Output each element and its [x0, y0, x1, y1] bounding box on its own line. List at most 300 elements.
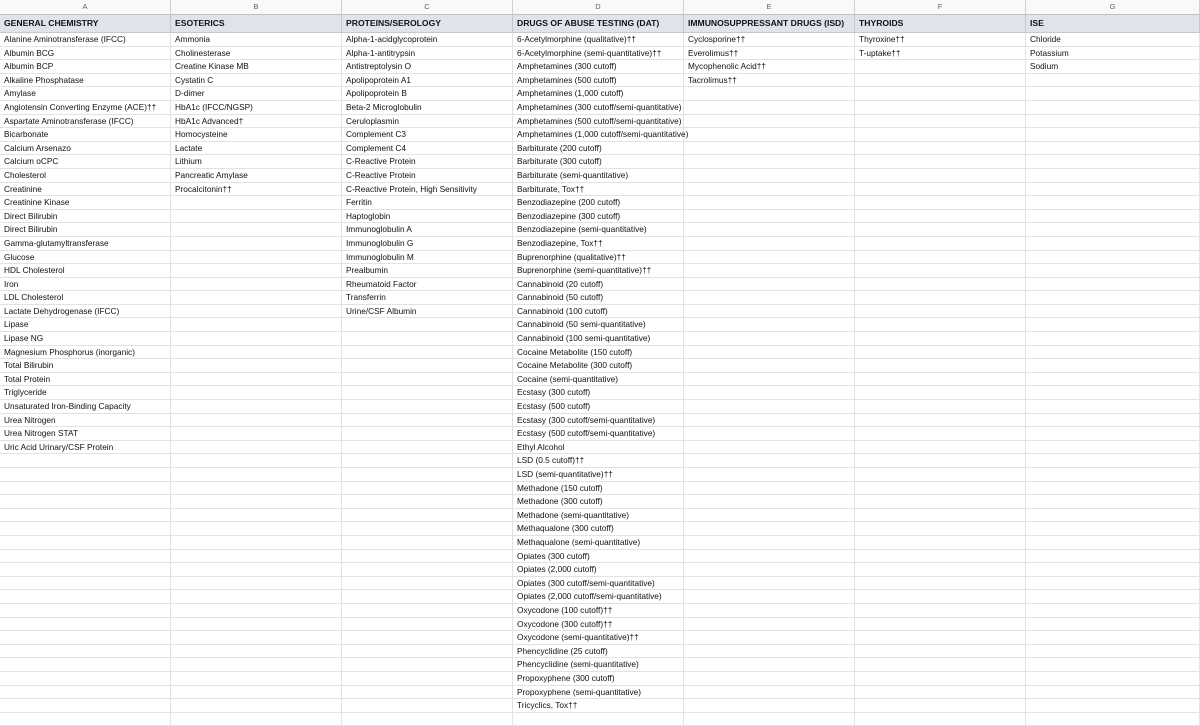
table-cell[interactable]: Phencyclidine (25 cutoff) — [513, 645, 684, 659]
table-cell[interactable]: Direct Bilirubin — [0, 210, 171, 224]
column-letter-4[interactable]: E — [684, 0, 855, 14]
table-cell[interactable] — [171, 264, 342, 278]
table-cell[interactable] — [171, 373, 342, 387]
table-cell[interactable]: Opiates (300 cutoff) — [513, 550, 684, 564]
table-cell[interactable] — [684, 672, 855, 686]
table-cell[interactable] — [1026, 427, 1200, 441]
table-cell[interactable] — [855, 536, 1026, 550]
table-cell[interactable] — [1026, 183, 1200, 197]
table-cell[interactable] — [1026, 210, 1200, 224]
table-cell[interactable]: Iron — [0, 278, 171, 292]
table-cell[interactable] — [684, 631, 855, 645]
table-cell[interactable] — [855, 87, 1026, 101]
table-cell[interactable] — [1026, 536, 1200, 550]
table-cell[interactable] — [1026, 509, 1200, 523]
table-cell[interactable] — [342, 427, 513, 441]
table-cell[interactable]: Opiates (2,000 cutoff) — [513, 563, 684, 577]
table-cell[interactable] — [0, 550, 171, 564]
table-cell[interactable] — [342, 332, 513, 346]
table-cell[interactable] — [855, 291, 1026, 305]
table-cell[interactable] — [684, 155, 855, 169]
table-cell[interactable] — [1026, 305, 1200, 319]
table-cell[interactable]: C-Reactive Protein, High Sensitivity — [342, 183, 513, 197]
table-cell[interactable]: Amphetamines (1,000 cutoff) — [513, 87, 684, 101]
table-cell[interactable] — [0, 645, 171, 659]
column-letter-5[interactable]: F — [855, 0, 1026, 14]
table-cell[interactable] — [855, 251, 1026, 265]
table-cell[interactable]: HbA1c (IFCC/NGSP) — [171, 101, 342, 115]
table-cell[interactable] — [171, 550, 342, 564]
table-cell[interactable]: Cocaine Metabolite (300 cutoff) — [513, 359, 684, 373]
table-cell[interactable] — [0, 672, 171, 686]
table-cell[interactable]: Creatinine — [0, 183, 171, 197]
table-cell[interactable] — [684, 509, 855, 523]
table-cell[interactable] — [342, 563, 513, 577]
table-cell[interactable]: Sodium — [1026, 60, 1200, 74]
table-cell[interactable]: Barbiturate (300 cutoff) — [513, 155, 684, 169]
table-cell[interactable]: Haptoglobin — [342, 210, 513, 224]
table-cell[interactable] — [855, 237, 1026, 251]
table-cell[interactable]: Antistreptolysin O — [342, 60, 513, 74]
table-cell[interactable] — [855, 509, 1026, 523]
table-cell[interactable] — [684, 237, 855, 251]
table-cell[interactable] — [684, 346, 855, 360]
table-cell[interactable] — [1026, 414, 1200, 428]
table-cell[interactable] — [171, 522, 342, 536]
table-cell[interactable] — [684, 468, 855, 482]
table-cell[interactable] — [1026, 142, 1200, 156]
table-cell[interactable] — [1026, 618, 1200, 632]
table-cell[interactable] — [342, 658, 513, 672]
table-cell[interactable] — [684, 604, 855, 618]
table-cell[interactable] — [1026, 577, 1200, 591]
table-cell[interactable] — [684, 332, 855, 346]
table-cell[interactable] — [855, 128, 1026, 142]
table-cell[interactable] — [684, 318, 855, 332]
table-cell[interactable] — [171, 509, 342, 523]
table-cell[interactable]: Oxycodone (100 cutoff)†† — [513, 604, 684, 618]
table-cell[interactable] — [855, 264, 1026, 278]
table-cell[interactable] — [0, 590, 171, 604]
table-cell[interactable]: Benzodiazepine (300 cutoff) — [513, 210, 684, 224]
table-cell[interactable] — [855, 495, 1026, 509]
table-cell[interactable] — [171, 223, 342, 237]
table-cell[interactable]: Complement C3 — [342, 128, 513, 142]
table-cell[interactable]: Amphetamines (1,000 cutoff/semi-quantitative) — [513, 128, 684, 142]
table-cell[interactable]: Gamma-glutamyltransferase — [0, 237, 171, 251]
table-cell[interactable]: LSD (semi-quantitative)†† — [513, 468, 684, 482]
table-cell[interactable]: Benzodiazepine (semi-quantitative) — [513, 223, 684, 237]
table-cell[interactable] — [1026, 522, 1200, 536]
table-cell[interactable] — [1026, 604, 1200, 618]
table-cell[interactable]: Urea Nitrogen STAT — [0, 427, 171, 441]
table-cell[interactable] — [1026, 318, 1200, 332]
table-cell[interactable] — [0, 563, 171, 577]
table-cell[interactable]: Buprenorphine (qualitative)†† — [513, 251, 684, 265]
table-cell[interactable] — [1026, 346, 1200, 360]
table-cell[interactable] — [1026, 251, 1200, 265]
table-cell[interactable] — [342, 386, 513, 400]
table-cell[interactable]: Propoxyphene (semi-quantitative) — [513, 686, 684, 700]
table-cell[interactable]: Oxycodone (300 cutoff)†† — [513, 618, 684, 632]
column-letter-6[interactable]: G — [1026, 0, 1200, 14]
table-cell[interactable] — [1026, 87, 1200, 101]
table-cell[interactable] — [855, 672, 1026, 686]
table-cell[interactable] — [0, 699, 171, 713]
table-cell[interactable] — [0, 482, 171, 496]
table-cell[interactable] — [684, 618, 855, 632]
table-cell[interactable] — [1026, 713, 1200, 726]
table-cell[interactable] — [1026, 115, 1200, 129]
table-cell[interactable] — [0, 454, 171, 468]
table-cell[interactable]: 6-Acetylmorphine (qualitative)†† — [513, 33, 684, 47]
table-cell[interactable] — [1026, 237, 1200, 251]
table-cell[interactable]: Propoxyphene (300 cutoff) — [513, 672, 684, 686]
table-cell[interactable] — [342, 618, 513, 632]
table-cell[interactable] — [171, 454, 342, 468]
column-letter-2[interactable]: C — [342, 0, 513, 14]
table-cell[interactable] — [855, 468, 1026, 482]
table-cell[interactable]: Alkaline Phosphatase — [0, 74, 171, 88]
table-cell[interactable]: Amphetamines (300 cutoff/semi-quantitative) — [513, 101, 684, 115]
table-cell[interactable]: Methadone (semi-quantitative) — [513, 509, 684, 523]
table-cell[interactable]: Creatine Kinase MB — [171, 60, 342, 74]
table-cell[interactable] — [855, 618, 1026, 632]
header-cell[interactable]: GENERAL CHEMISTRY — [0, 15, 171, 33]
table-cell[interactable] — [342, 672, 513, 686]
table-cell[interactable]: Ecstasy (300 cutoff/semi-quantitative) — [513, 414, 684, 428]
table-cell[interactable]: Thyroxine†† — [855, 33, 1026, 47]
table-cell[interactable]: Pancreatic Amylase — [171, 169, 342, 183]
table-cell[interactable] — [171, 468, 342, 482]
table-cell[interactable]: Amylase — [0, 87, 171, 101]
table-cell[interactable]: Transferrin — [342, 291, 513, 305]
table-cell[interactable] — [855, 658, 1026, 672]
table-cell[interactable] — [342, 686, 513, 700]
table-cell[interactable]: Glucose — [0, 251, 171, 265]
table-cell[interactable] — [855, 373, 1026, 387]
table-cell[interactable]: Triglyceride — [0, 386, 171, 400]
table-cell[interactable] — [171, 631, 342, 645]
table-cell[interactable] — [171, 618, 342, 632]
table-cell[interactable] — [684, 482, 855, 496]
table-cell[interactable] — [684, 128, 855, 142]
table-cell[interactable]: Aspartate Aminotransferase (IFCC) — [0, 115, 171, 129]
table-cell[interactable] — [855, 577, 1026, 591]
table-cell[interactable]: Prealbumin — [342, 264, 513, 278]
header-cell[interactable]: ESOTERICS — [171, 15, 342, 33]
table-cell[interactable]: Total Protein — [0, 373, 171, 387]
table-cell[interactable] — [342, 454, 513, 468]
table-cell[interactable] — [684, 264, 855, 278]
table-cell[interactable]: Cannabinoid (20 cutoff) — [513, 278, 684, 292]
table-cell[interactable] — [0, 604, 171, 618]
table-cell[interactable] — [171, 251, 342, 265]
table-cell[interactable] — [855, 563, 1026, 577]
table-cell[interactable] — [171, 713, 342, 726]
table-cell[interactable] — [684, 359, 855, 373]
table-cell[interactable]: Homocysteine — [171, 128, 342, 142]
table-cell[interactable]: Angiotensin Converting Enzyme (ACE)†† — [0, 101, 171, 115]
header-cell[interactable]: DRUGS OF ABUSE TESTING (DAT) — [513, 15, 684, 33]
table-cell[interactable] — [684, 196, 855, 210]
table-cell[interactable] — [1026, 590, 1200, 604]
column-letter-0[interactable]: A — [0, 0, 171, 14]
table-cell[interactable] — [0, 495, 171, 509]
table-cell[interactable] — [0, 522, 171, 536]
table-cell[interactable] — [342, 604, 513, 618]
table-cell[interactable] — [684, 386, 855, 400]
table-cell[interactable] — [1026, 155, 1200, 169]
table-cell[interactable] — [1026, 454, 1200, 468]
table-cell[interactable] — [342, 373, 513, 387]
table-cell[interactable] — [855, 522, 1026, 536]
table-cell[interactable]: Barbiturate (200 cutoff) — [513, 142, 684, 156]
table-cell[interactable] — [684, 536, 855, 550]
table-cell[interactable] — [342, 522, 513, 536]
table-cell[interactable] — [342, 645, 513, 659]
table-cell[interactable] — [171, 686, 342, 700]
table-cell[interactable] — [684, 183, 855, 197]
table-cell[interactable] — [855, 590, 1026, 604]
table-cell[interactable] — [0, 713, 171, 726]
table-cell[interactable] — [171, 291, 342, 305]
table-cell[interactable]: Cholesterol — [0, 169, 171, 183]
table-cell[interactable] — [513, 713, 684, 726]
table-cell[interactable]: Lithium — [171, 155, 342, 169]
table-cell[interactable]: Methadone (150 cutoff) — [513, 482, 684, 496]
table-cell[interactable] — [855, 441, 1026, 455]
table-cell[interactable]: Alanine Aminotransferase (IFCC) — [0, 33, 171, 47]
table-cell[interactable]: Opiates (300 cutoff/semi-quantitative) — [513, 577, 684, 591]
table-cell[interactable] — [684, 87, 855, 101]
table-cell[interactable] — [171, 577, 342, 591]
table-cell[interactable] — [684, 454, 855, 468]
table-cell[interactable] — [342, 346, 513, 360]
table-cell[interactable] — [0, 577, 171, 591]
table-cell[interactable]: Creatinine Kinase — [0, 196, 171, 210]
table-cell[interactable] — [342, 536, 513, 550]
table-cell[interactable] — [171, 359, 342, 373]
table-cell[interactable]: Lipase NG — [0, 332, 171, 346]
table-cell[interactable]: Amphetamines (500 cutoff) — [513, 74, 684, 88]
table-cell[interactable]: Immunoglobulin G — [342, 237, 513, 251]
table-cell[interactable] — [855, 223, 1026, 237]
table-cell[interactable] — [1026, 550, 1200, 564]
table-cell[interactable]: Alpha-1-acidglycoprotein — [342, 33, 513, 47]
table-cell[interactable] — [684, 590, 855, 604]
table-cell[interactable]: Benzodiazepine (200 cutoff) — [513, 196, 684, 210]
table-cell[interactable]: Cannabinoid (50 cutoff) — [513, 291, 684, 305]
table-cell[interactable]: Amphetamines (300 cutoff) — [513, 60, 684, 74]
table-cell[interactable] — [1026, 482, 1200, 496]
table-cell[interactable] — [171, 645, 342, 659]
table-cell[interactable] — [1026, 359, 1200, 373]
table-cell[interactable]: Opiates (2,000 cutoff/semi-quantitative) — [513, 590, 684, 604]
table-cell[interactable] — [684, 278, 855, 292]
table-cell[interactable]: Uric Acid Urinary/CSF Protein — [0, 441, 171, 455]
table-cell[interactable] — [684, 169, 855, 183]
table-cell[interactable] — [1026, 400, 1200, 414]
table-cell[interactable] — [342, 441, 513, 455]
table-cell[interactable] — [855, 427, 1026, 441]
table-cell[interactable] — [855, 60, 1026, 74]
table-cell[interactable]: Cocaine (semi-quantitative) — [513, 373, 684, 387]
table-cell[interactable] — [684, 251, 855, 265]
table-cell[interactable] — [855, 115, 1026, 129]
table-cell[interactable]: Barbiturate (semi-quantitative) — [513, 169, 684, 183]
table-cell[interactable]: T-uptake†† — [855, 47, 1026, 61]
table-cell[interactable] — [342, 318, 513, 332]
table-cell[interactable] — [171, 278, 342, 292]
table-cell[interactable]: Complement C4 — [342, 142, 513, 156]
table-cell[interactable] — [1026, 196, 1200, 210]
table-cell[interactable]: Cocaine Metabolite (150 cutoff) — [513, 346, 684, 360]
table-cell[interactable] — [342, 631, 513, 645]
table-cell[interactable] — [855, 142, 1026, 156]
table-cell[interactable]: Cannabinoid (100 cutoff) — [513, 305, 684, 319]
table-cell[interactable] — [855, 550, 1026, 564]
table-cell[interactable] — [1026, 563, 1200, 577]
table-cell[interactable] — [1026, 169, 1200, 183]
table-cell[interactable] — [684, 522, 855, 536]
header-cell[interactable]: THYROIDS — [855, 15, 1026, 33]
table-cell[interactable]: Cystatin C — [171, 74, 342, 88]
table-cell[interactable]: Ecstasy (300 cutoff) — [513, 386, 684, 400]
table-cell[interactable] — [684, 658, 855, 672]
table-cell[interactable] — [171, 400, 342, 414]
table-cell[interactable] — [0, 686, 171, 700]
table-cell[interactable] — [855, 631, 1026, 645]
table-cell[interactable]: Ammonia — [171, 33, 342, 47]
table-cell[interactable]: Methaqualone (semi-quantitative) — [513, 536, 684, 550]
table-cell[interactable] — [1026, 495, 1200, 509]
table-cell[interactable] — [1026, 278, 1200, 292]
table-cell[interactable] — [171, 346, 342, 360]
table-cell[interactable] — [684, 495, 855, 509]
table-cell[interactable] — [855, 359, 1026, 373]
table-cell[interactable]: Lactate Dehydrogenase (IFCC) — [0, 305, 171, 319]
table-cell[interactable] — [1026, 441, 1200, 455]
table-cell[interactable] — [684, 373, 855, 387]
table-cell[interactable] — [1026, 645, 1200, 659]
table-cell[interactable]: LSD (0.5 cutoff)†† — [513, 454, 684, 468]
table-cell[interactable] — [0, 468, 171, 482]
table-cell[interactable] — [0, 618, 171, 632]
table-cell[interactable]: Calcium oCPC — [0, 155, 171, 169]
table-cell[interactable] — [855, 386, 1026, 400]
table-cell[interactable] — [855, 482, 1026, 496]
table-cell[interactable]: Benzodiazepine, Tox†† — [513, 237, 684, 251]
table-cell[interactable] — [684, 291, 855, 305]
table-cell[interactable] — [1026, 686, 1200, 700]
table-cell[interactable] — [171, 604, 342, 618]
table-cell[interactable] — [171, 699, 342, 713]
table-cell[interactable] — [342, 468, 513, 482]
table-cell[interactable]: Total Bilirubin — [0, 359, 171, 373]
table-cell[interactable]: Buprenorphine (semi-quantitative)†† — [513, 264, 684, 278]
table-cell[interactable]: Procalcitonin†† — [171, 183, 342, 197]
table-cell[interactable] — [0, 509, 171, 523]
table-cell[interactable] — [855, 183, 1026, 197]
table-cell[interactable]: Cannabinoid (50 semi-quantitative) — [513, 318, 684, 332]
table-cell[interactable] — [171, 427, 342, 441]
table-cell[interactable] — [1026, 468, 1200, 482]
table-cell[interactable]: Bicarbonate — [0, 128, 171, 142]
table-cell[interactable] — [684, 400, 855, 414]
table-cell[interactable] — [171, 482, 342, 496]
table-cell[interactable] — [171, 318, 342, 332]
table-cell[interactable] — [684, 699, 855, 713]
table-cell[interactable] — [855, 332, 1026, 346]
table-cell[interactable] — [855, 155, 1026, 169]
table-cell[interactable] — [684, 645, 855, 659]
table-cell[interactable] — [684, 577, 855, 591]
table-cell[interactable] — [342, 495, 513, 509]
table-cell[interactable] — [684, 115, 855, 129]
table-cell[interactable]: Calcium Arsenazo — [0, 142, 171, 156]
column-letter-3[interactable]: D — [513, 0, 684, 14]
table-cell[interactable] — [342, 550, 513, 564]
table-cell[interactable] — [855, 699, 1026, 713]
table-cell[interactable]: HbA1c Advanced† — [171, 115, 342, 129]
table-cell[interactable] — [171, 305, 342, 319]
table-cell[interactable]: Direct Bilirubin — [0, 223, 171, 237]
table-cell[interactable] — [1026, 672, 1200, 686]
table-cell[interactable] — [855, 196, 1026, 210]
table-cell[interactable]: HDL Cholesterol — [0, 264, 171, 278]
table-cell[interactable] — [684, 441, 855, 455]
table-cell[interactable]: Unsaturated Iron-Binding Capacity — [0, 400, 171, 414]
table-cell[interactable] — [342, 359, 513, 373]
table-cell[interactable]: Lipase — [0, 318, 171, 332]
header-cell[interactable]: PROTEINS/SEROLOGY — [342, 15, 513, 33]
table-cell[interactable] — [855, 645, 1026, 659]
table-cell[interactable]: Ferritin — [342, 196, 513, 210]
table-cell[interactable]: LDL Cholesterol — [0, 291, 171, 305]
table-cell[interactable]: Oxycodone (semi-quantitative)†† — [513, 631, 684, 645]
table-cell[interactable] — [1026, 264, 1200, 278]
table-cell[interactable]: Cholinesterase — [171, 47, 342, 61]
table-cell[interactable]: Apolipoprotein A1 — [342, 74, 513, 88]
table-cell[interactable] — [342, 699, 513, 713]
table-cell[interactable]: Ethyl Alcohol — [513, 441, 684, 455]
table-cell[interactable]: 6-Acetylmorphine (semi-quantitative)†† — [513, 47, 684, 61]
table-cell[interactable] — [684, 686, 855, 700]
table-cell[interactable]: Magnesium Phosphorus (inorganic) — [0, 346, 171, 360]
table-cell[interactable] — [342, 590, 513, 604]
table-cell[interactable] — [855, 169, 1026, 183]
table-cell[interactable] — [855, 400, 1026, 414]
table-cell[interactable] — [171, 210, 342, 224]
table-cell[interactable]: Amphetamines (500 cutoff/semi-quantitative) — [513, 115, 684, 129]
table-cell[interactable] — [855, 686, 1026, 700]
table-cell[interactable]: Lactate — [171, 142, 342, 156]
table-cell[interactable] — [342, 713, 513, 726]
table-cell[interactable]: Mycophenolic Acid†† — [684, 60, 855, 74]
table-cell[interactable] — [1026, 332, 1200, 346]
header-cell[interactable]: ISE — [1026, 15, 1200, 33]
table-cell[interactable] — [684, 427, 855, 441]
table-cell[interactable] — [342, 482, 513, 496]
table-cell[interactable]: Chloride — [1026, 33, 1200, 47]
table-cell[interactable] — [855, 305, 1026, 319]
table-cell[interactable] — [855, 454, 1026, 468]
table-cell[interactable] — [684, 142, 855, 156]
table-cell[interactable] — [1026, 101, 1200, 115]
table-cell[interactable]: Rheumatoid Factor — [342, 278, 513, 292]
table-cell[interactable] — [1026, 699, 1200, 713]
